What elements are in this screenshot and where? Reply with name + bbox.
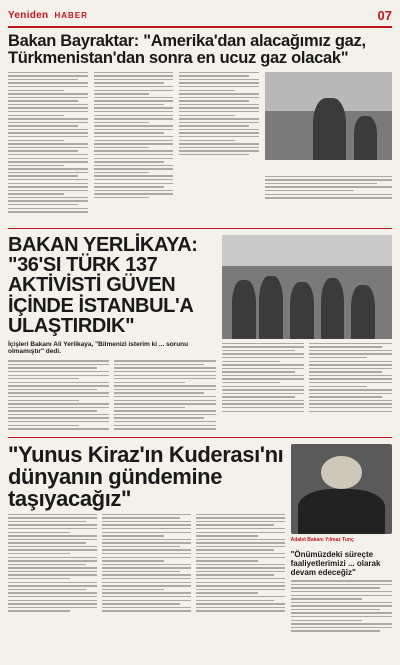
article3-column-3 [196,514,285,612]
article1-body [8,72,392,222]
masthead [8,6,392,28]
article2-column-2 [114,360,215,429]
article3-column-2 [102,514,191,612]
article2-headline: BAKAN YERLİKAYA: "36'SI TÜRK 137 AKTİVİSTİ GÜVEN İÇİNDE İSTANBUL'A ULAŞTIRDIK" [8,233,198,338]
article2-column-4 [309,343,392,412]
article2-column-1 [8,360,109,429]
section-divider [8,228,392,229]
article1-headline: Bakan Bayraktar: "Amerika'dan alacağımız gaz, Türkmenistan'dan sonra en ucuz gaz olacak" [8,32,366,67]
article1-column-3 [179,72,259,222]
newspaper-page [8,6,392,659]
article2 [8,235,392,431]
article3-column-4 [291,580,392,659]
article3-quote: "Önümüzdeki süreçte faaliyetlerimizi ... olarak devam edeceğiz" [290,549,381,578]
minister-portrait [291,444,392,534]
article2-photo [222,235,392,339]
article3-byline: Adalet Bakanı Yılmaz Tunç [290,536,354,543]
article1-photo [265,72,392,160]
article3-headline: "Yunus Kiraz'ın Kuderası'nı dünyanın gündemine taşıyacağız" [8,441,284,511]
article3 [8,441,392,659]
page-number: 07 [377,7,392,23]
article2-deck: İçişleri Bakanı Ali Yerlikaya, "Bilmenizi isterim ki ... sorunu olmamıştır" dedi. [8,340,189,356]
article1-column-2 [94,72,174,222]
section-label: HABER [54,10,88,20]
section-divider [8,437,392,438]
newspaper-logo: Yeniden [8,9,49,21]
article2-column-3 [222,343,305,412]
article1-column-1 [8,72,88,222]
article3-column-1 [8,514,97,612]
